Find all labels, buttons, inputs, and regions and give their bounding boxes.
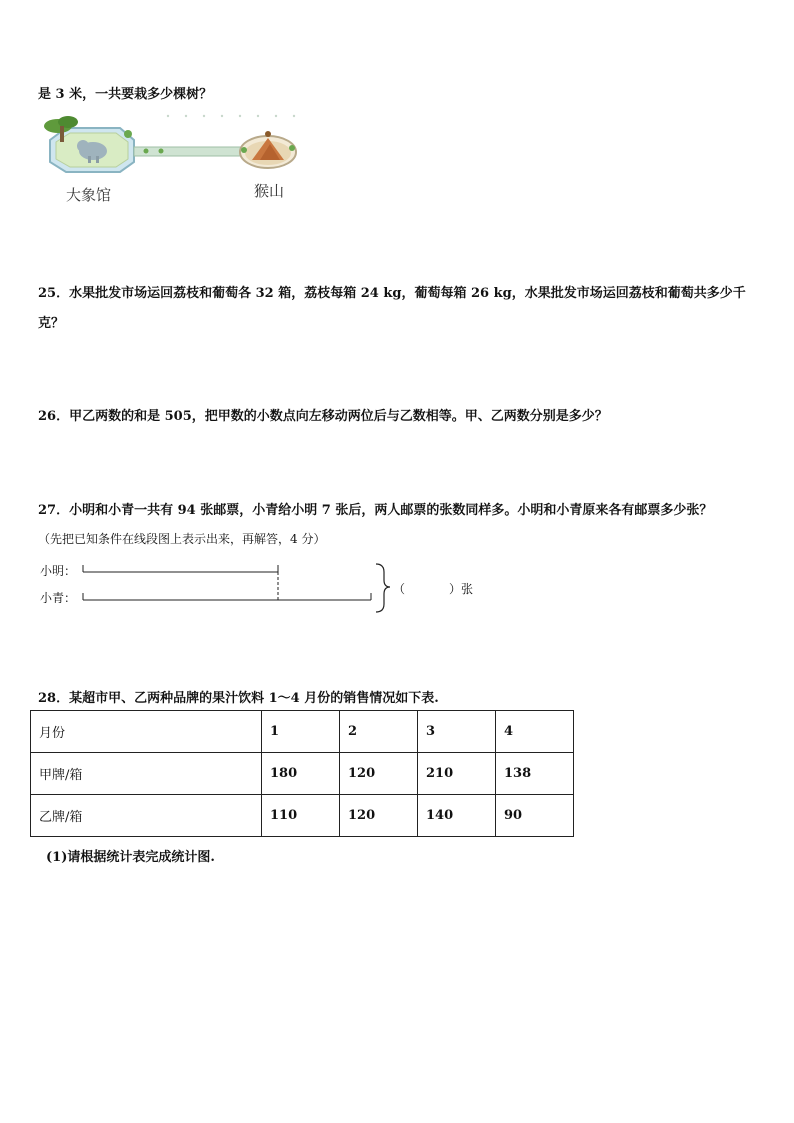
q25-line2: 克？: [38, 316, 65, 331]
table-cell: 120: [340, 795, 418, 837]
sales-table: [30, 710, 574, 837]
answer-paren-close: ）张: [449, 582, 474, 596]
segment-xiaoming: [83, 565, 278, 572]
table-cell: 140: [418, 795, 496, 837]
q28-text: 28．某超市甲、乙两种品牌的果汁饮料 1～4 月份的销售情况如下表.: [38, 691, 439, 706]
monkey-hill-label: 猴山: [254, 182, 285, 200]
label-xiaoqing: 小青：: [40, 591, 77, 605]
q26-text: 26．甲乙两数的和是 505，把甲数的小数点向左移动两位后与乙数相等。甲、乙两数分别是多少？: [38, 409, 608, 424]
q27-text: 27．小明和小青一共有 94 张邮票，小青给小明 7 张后，两人邮票的张数同样多。小明和小青原来各有邮票多少张？: [38, 503, 713, 518]
table-cell: 210: [418, 753, 496, 795]
elephant-house-image: [44, 116, 134, 172]
segment-xiaoqing: [83, 593, 371, 600]
q28-sub1: (1)请根据统计表完成统计图.: [46, 850, 215, 865]
elephant-house-label: 大象馆: [66, 186, 112, 204]
line-segment-diagram: [78, 560, 398, 616]
monkey-hill-image: [240, 131, 296, 168]
q24-text: 是 3 米，一共要栽多少棵树？: [38, 87, 213, 102]
q25-line1: 25．水果批发市场运回荔枝和葡萄各 32 箱，荔枝每箱 24 kg，葡萄每箱 26 kg，水果批发市场运回荔枝和葡萄共多少千: [38, 286, 746, 301]
path-road: [134, 147, 246, 156]
table-cell: 110: [262, 795, 340, 837]
label-xiaoming: 小明：: [40, 564, 77, 578]
table-row: [31, 753, 574, 795]
table-header-row: [31, 711, 574, 753]
table-cell: 90: [496, 795, 574, 837]
row-label-cell: 甲牌/箱: [31, 753, 262, 795]
curly-brace: [376, 564, 390, 612]
table-cell: 138: [496, 753, 574, 795]
answer-paren-open: （: [393, 582, 406, 596]
header-cell: 4: [496, 711, 574, 753]
table-cell: 180: [262, 753, 340, 795]
tree-marks: [167, 115, 295, 117]
table-cell: 120: [340, 753, 418, 795]
header-cell: 2: [340, 711, 418, 753]
q27-note: （先把已知条件在线段图上表示出来，再解答，4 分）: [38, 532, 326, 546]
row-label-cell: 乙牌/箱: [31, 795, 262, 837]
header-cell: 月份: [31, 711, 262, 753]
header-cell: 1: [262, 711, 340, 753]
table-row: [31, 795, 574, 837]
header-cell: 3: [418, 711, 496, 753]
